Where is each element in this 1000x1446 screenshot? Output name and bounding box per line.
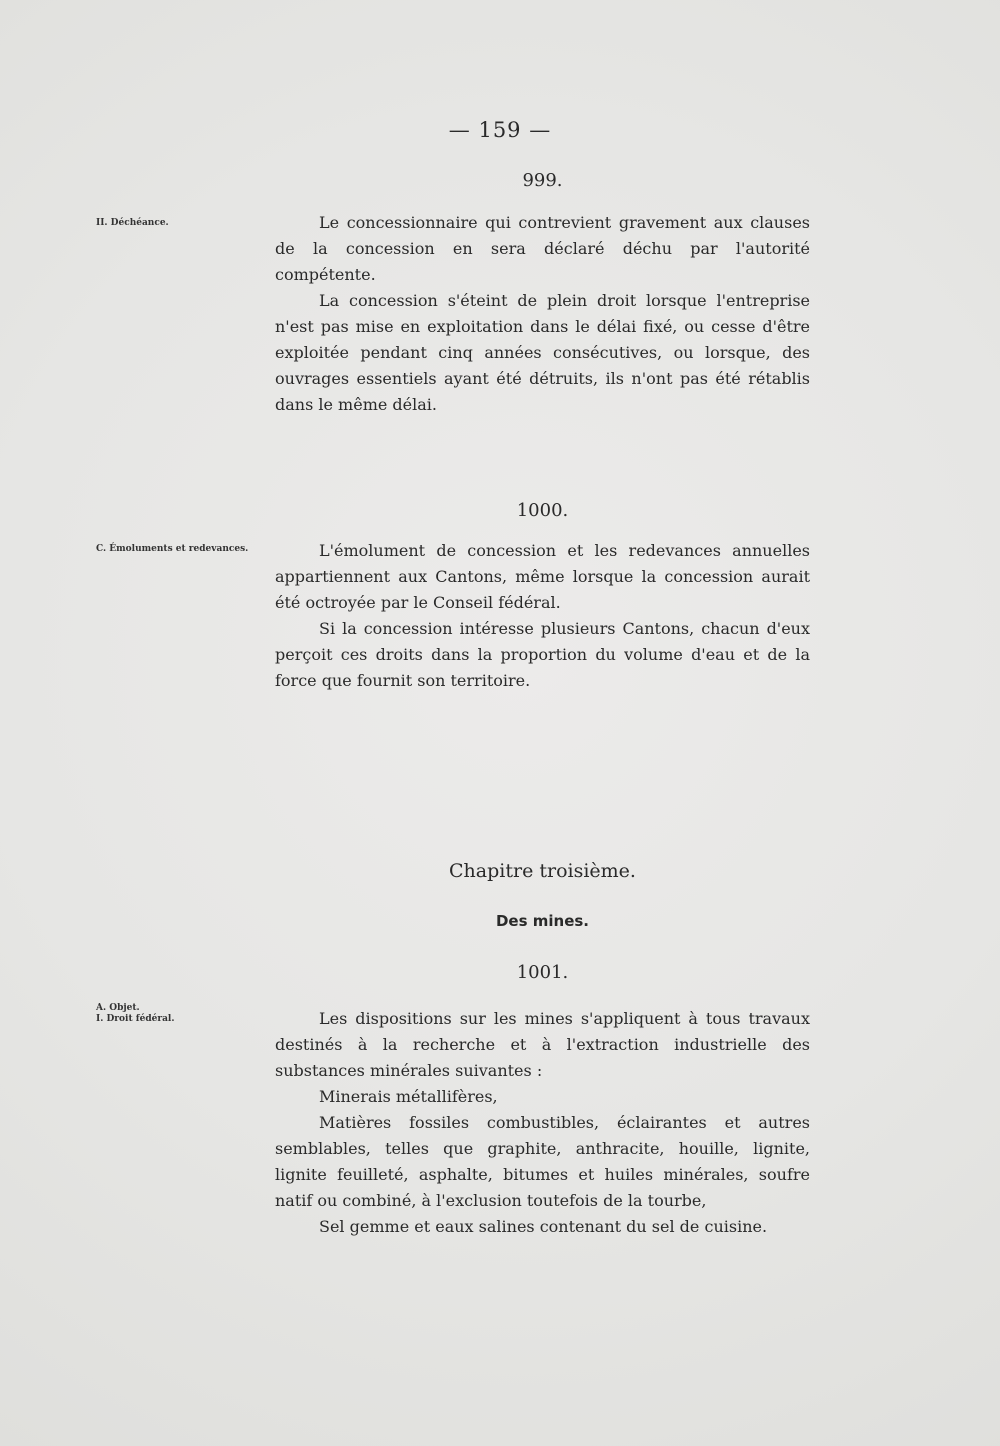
article-number-1000: 1000. — [516, 500, 569, 521]
article-number-1001: 1001. — [516, 962, 569, 983]
article-999-paragraph-1: Le concessionnaire qui contrevient gravement aux clauses de la concession en sera déclaré déchu par l'autorité compétente. — [275, 213, 810, 284]
article-999-body — [275, 210, 810, 418]
article-1001-body — [275, 1006, 810, 1240]
margin-note-objet: A. Objet. I. Droit fédéral. — [96, 1003, 175, 1024]
article-1000-paragraph-2: Si la concession intéresse plusieurs Cantons, chacun d'eux perçoit ces droits dans la proportion du volume d'eau et de la force que fournit son territoire. — [275, 619, 810, 690]
page-number: — 159 — — [448, 118, 552, 142]
margin-note-emoluments: C. Émoluments et redevances. — [96, 544, 249, 554]
section-title: Des mines. — [495, 912, 590, 930]
article-1001-item-1: Minerais métallifères, — [319, 1087, 498, 1106]
article-1001-paragraph-1: Les dispositions sur les mines s'appliquent à tous travaux destinés à la recherche et à l'extraction industrielle des substances minérales suivantes : — [275, 1009, 810, 1080]
article-1001-item-2: Matières fossiles combustibles, éclairantes et autres semblables, telles que graphite, anthracite, houille, lignite, lignite feuilleté, asphalte, bitumes et huiles minérales, soufre natif ou combiné, à l'exclusion toutefois de la tourbe, — [275, 1113, 810, 1210]
article-1000-body — [275, 538, 810, 694]
article-1000-paragraph-1: L'émolument de concession et les redevances annuelles appartiennent aux Cantons, même lorsque la concession aurait été octroyée par le Conseil fédéral. — [275, 541, 810, 612]
margin-note-decheance: II. Déchéance. — [96, 218, 169, 228]
chapter-title: Chapitre troisième. — [449, 860, 636, 882]
article-number-999: 999. — [522, 170, 563, 191]
article-1001-item-3: Sel gemme et eaux salines contenant du sel de cuisine. — [319, 1217, 768, 1236]
article-999-paragraph-2: La concession s'éteint de plein droit lorsque l'entreprise n'est pas mise en exploitation dans le délai fixé, ou cesse d'être exploitée pendant cinq années consécutives, ou lorsque, des ouvrages essentiels ayant été détruits, ils n'ont pas été rétablis dans le même délai. — [275, 291, 810, 414]
